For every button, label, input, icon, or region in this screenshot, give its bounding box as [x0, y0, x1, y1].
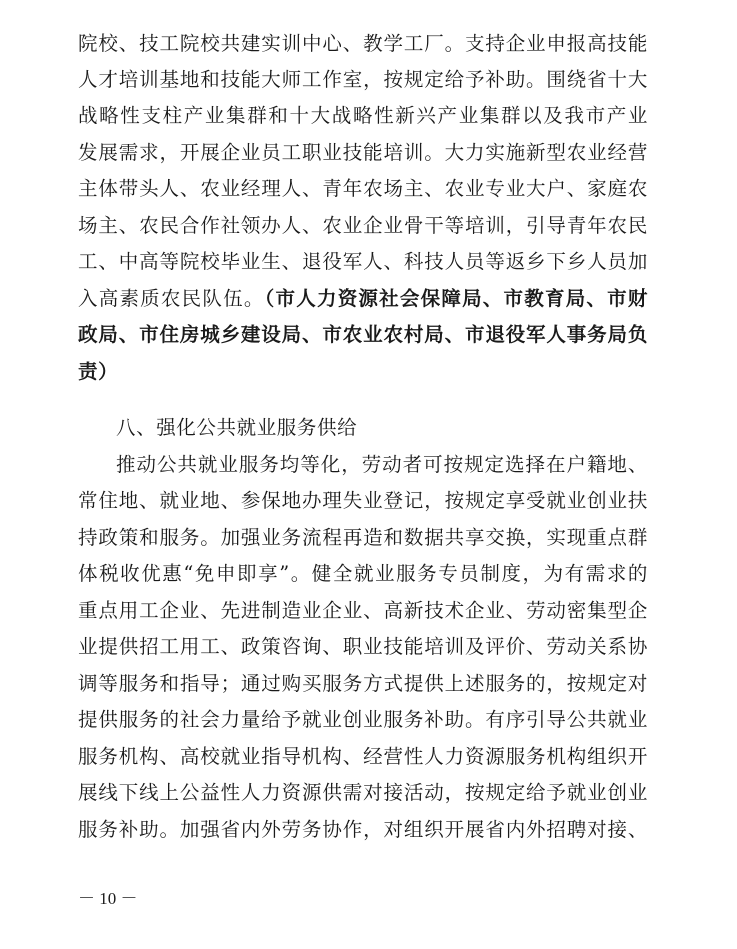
- paragraph-line: 主体带头人、农业经理人、青年农场主、农业专业大户、家庭农: [78, 177, 648, 200]
- section-paragraph-line: 持政策和服务。加强业务流程再造和数据共享交换，实现重点群: [78, 526, 648, 549]
- paragraph-line: 院校、技工院校共建实训中心、教学工厂。支持企业申报高技能: [78, 32, 648, 55]
- paragraph-line-mixed: [78, 285, 648, 313]
- section-heading: 八、强化公共就业服务供给: [116, 416, 358, 439]
- paragraph-line: 场主、农民合作社领办人、农业企业骨干等培训，引导青年农民: [78, 214, 648, 237]
- paragraph-line: 战略性支柱产业集群和十大战略性新兴产业集群以及我市产业: [78, 104, 648, 127]
- responsible-departments-end: 责）: [78, 360, 119, 383]
- paragraph-line: 发展需求，开展企业员工职业技能培训。大力实施新型农业经营: [78, 141, 648, 164]
- section-paragraph-line: 业提供招工用工、政策咨询、职业技能培训及评价、劳动关系协: [78, 635, 648, 658]
- paragraph-text: 入高素质农民队伍。: [78, 287, 265, 310]
- section-paragraph-line: 服务补助。加强省内外劳务协作，对组织开展省内外招聘对接、: [78, 818, 648, 841]
- section-paragraph-line: 调等服务和指导；通过购买服务方式提供上述服务的，按规定对: [78, 672, 648, 695]
- responsible-departments: （市人力资源社会保障局、市教育局、市财: [264, 287, 648, 310]
- section-paragraph-line: 常住地、就业地、参保地办理失业登记，按规定享受就业创业扶: [78, 489, 648, 512]
- section-paragraph-line: 体税收优惠“免申即享”。健全就业服务专员制度，为有需求的: [78, 562, 648, 585]
- section-paragraph-line: 提供服务的社会力量给予就业创业服务补助。有序引导公共就业: [78, 708, 648, 731]
- paragraph-line: 人才培训基地和技能大师工作室，按规定给予补助。围绕省十大: [78, 68, 648, 91]
- section-paragraph-line: 推动公共就业服务均等化，劳动者可按规定选择在户籍地、: [116, 453, 648, 476]
- responsible-departments-line: 政局、市住房城乡建设局、市农业农村局、市退役军人事务局负: [78, 323, 648, 346]
- paragraph-line: 工、中高等院校毕业生、退役军人、科技人员等返乡下乡人员加: [78, 250, 648, 273]
- page-number: － 10 －: [78, 889, 138, 908]
- section-paragraph-line: 服务机构、高校就业指导机构、经营性人力资源服务机构组织开: [78, 745, 648, 768]
- section-paragraph-line: 展线下线上公益性人力资源供需对接活动，按规定给予就业创业: [78, 781, 648, 804]
- section-paragraph-line: 重点用工企业、先进制造业企业、高新技术企业、劳动密集型企: [78, 599, 648, 622]
